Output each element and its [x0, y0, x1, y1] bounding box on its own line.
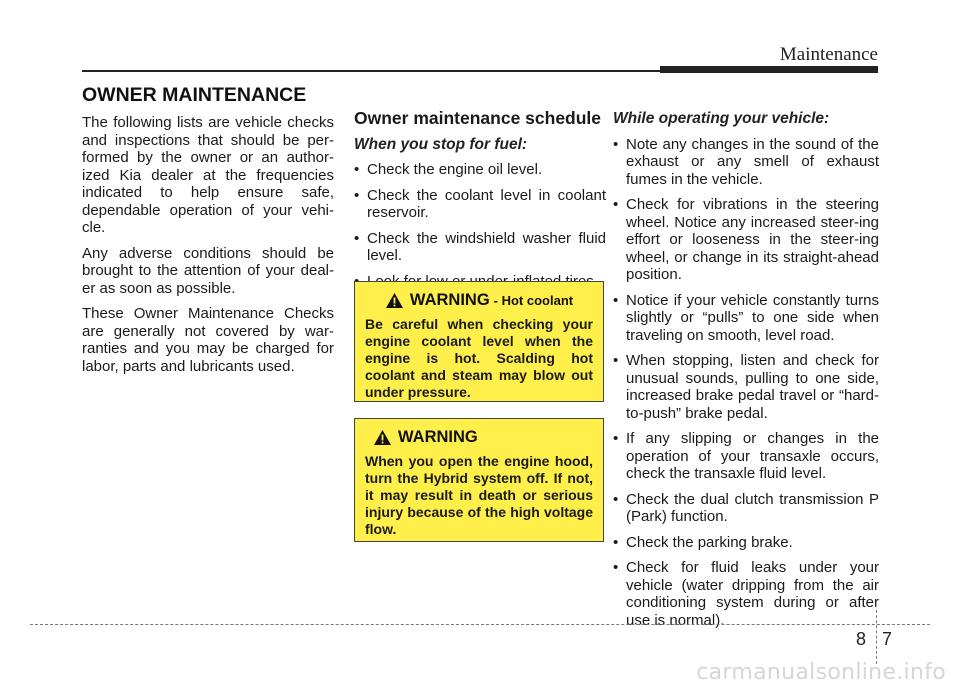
operating-column — [613, 110, 879, 637]
fuel-heading: When you stop for fuel: — [354, 135, 528, 153]
footer-page-divider — [876, 610, 877, 664]
intro-paragraph: The following lists are vehicle checks and inspections that should be per-formed by the owner or an author-ized Kia dealer at the frequencies indicated to help ensure safe, dependable operation of your vehi-cle. — [82, 114, 334, 236]
list-item: • If any slipping or changes in the operation of your transaxle occurs, check the transaxle fluid level. — [613, 430, 879, 483]
list-item: • Check the dual clutch transmission P (Park) function. — [613, 491, 879, 526]
operating-heading: While operating your vehicle: — [613, 110, 830, 127]
warning-text: Be careful when checking your engine coolant level when the engine is hot. Scalding hot coolant and steam may blow out under pressure. — [365, 316, 593, 400]
list-item: • Note any changes in the sound of the exhaust or any smell of exhaust fumes in the vehicle. — [613, 136, 879, 189]
list-item: • When stopping, listen and check for unusual sounds, pulling to one side, increased brake pedal travel or “hard-to-push” brake pedal. — [613, 352, 879, 422]
intro-paragraph: Any adverse conditions should be brought to the attention of your deal-er as soon as possible. — [82, 244, 334, 297]
list-item: • Check for fluid leaks under your vehicle (water dripping from the air conditioning system during or after use is normal). — [613, 559, 879, 629]
warning-header — [365, 291, 593, 310]
header-rule — [82, 70, 660, 72]
warning-triangle-icon — [373, 429, 392, 446]
warning-header — [365, 428, 593, 447]
list-item: • Check for vibrations in the steering wheel. Notice any increased steer-ing effort or looseness in the steer-ing wheel, or change in its straight-ahead position. — [613, 196, 879, 284]
list-item: • Check the parking brake. — [613, 534, 879, 552]
operating-checklist — [613, 136, 879, 630]
intro-paragraph: These Owner Maintenance Checks are generally not covered by war-ranties and you may be charged for labor, parts and lubricants used. — [82, 305, 334, 375]
warning-box-hybrid — [354, 418, 604, 542]
warning-title: WARNING — [398, 428, 478, 446]
warning-triangle-icon — [385, 292, 404, 309]
page-title: OWNER MAINTENANCE — [82, 84, 307, 106]
list-item: • Notice if your vehicle constantly turns slightly or “pulls” to one side when traveling on smooth, level road. — [613, 292, 879, 345]
list-item: • Check the coolant level in coolant reservoir. — [354, 187, 606, 222]
list-item: • Check the windshield washer fluid level. — [354, 230, 606, 265]
list-item: • Check the engine oil level. — [354, 161, 606, 179]
intro-column — [82, 114, 334, 383]
chapter-number: 8 — [856, 629, 867, 649]
warning-title: WARNING — [409, 291, 490, 309]
schedule-heading: Owner maintenance schedule — [354, 108, 602, 128]
warning-text: When you open the engine hood, turn the Hybrid system off. If not, it may result in death or serious injury because of the high voltage flow. — [365, 453, 593, 537]
fuel-checklist — [354, 161, 606, 290]
footer-divider — [30, 624, 930, 625]
schedule-column — [354, 110, 606, 298]
warning-subtitle: - Hot coolant — [493, 293, 574, 308]
warning-box-hot-coolant — [354, 281, 604, 402]
page-number: 7 — [882, 629, 893, 649]
header-rule-thick — [660, 66, 878, 73]
section-header: Maintenance — [779, 44, 878, 65]
watermark: carmanualsonline.info — [696, 660, 946, 685]
